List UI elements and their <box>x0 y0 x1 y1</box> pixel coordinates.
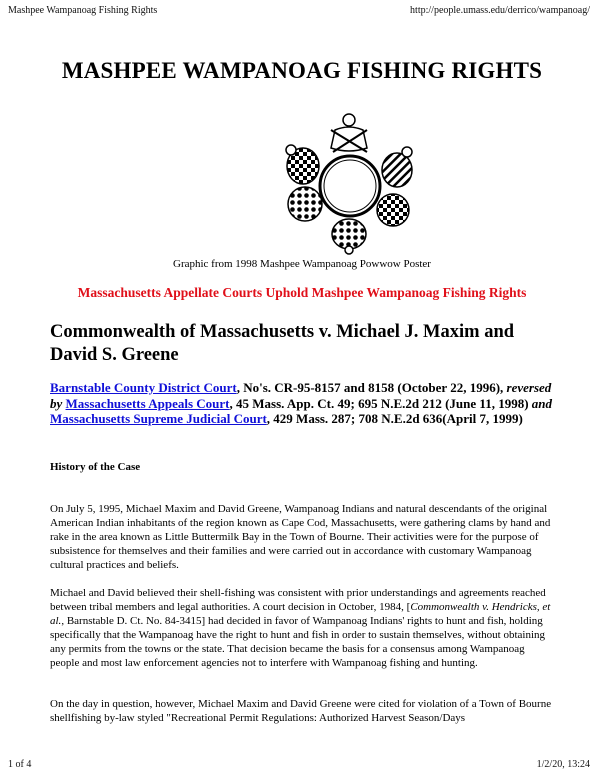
browser-header-url: http://people.umass.edu/derrico/wampanoag/ <box>410 5 590 16</box>
powwow-illustration <box>275 108 425 256</box>
citation-text-1: , No's. CR-95-8157 and 8158 (October 22, 1996), <box>236 380 504 395</box>
citation-text-2: , 45 Mass. App. Ct. 49; 695 N.E.2d 212 (June 11, 1998) <box>229 395 529 411</box>
powwow-graphic <box>275 108 425 256</box>
case-title: Commonwealth of Massachusetts v. Michael J. Maxim and David S. Greene <box>50 322 515 365</box>
supreme-court-link[interactable]: Massachusetts Supreme Judicial Court <box>50 411 267 426</box>
paragraph-2 <box>50 586 554 670</box>
paragraph-2-text-a: Michael and David believed their shell-fishing was consistent with prior understandings and agreements reached between tribal members and legal authorities. A court decision in October, 1984, [ <box>50 587 546 613</box>
barnstable-court-link[interactable]: Barnstable County District Court <box>50 380 237 395</box>
paragraph-3: On the day in question, however, Michael Maxim and David Greene were cited for violation of a Town of Bourne shellfishing by-law styled "Recreational Permit Regulations: Authorized Harvest Season/Days <box>50 698 552 724</box>
hendricks-case-name: Commonwealth v. Hendricks, et al. <box>50 601 551 627</box>
paragraph-1: On July 5, 1995, Michael Maxim and David Greene, Wampanoag Indians and natural descendants of the original American Indian inhabitants of the region known as Cape Cod, Massachusetts, were gathering clams by hand and rake in the area known as Little Buttermilk Bay in the Town of Bourne. Their activities were for the purpose of subsistence for themselves and their families and were carried out in accordance with customary Wampanoag cultural practices and beliefs. <box>50 503 551 571</box>
case-citation <box>50 380 554 427</box>
footer-timestamp: 1/2/20, 13:24 <box>536 759 590 770</box>
footer-page-count: 1 of 4 <box>8 759 32 770</box>
graphic-caption: Graphic from 1998 Mashpee Wampanoag Powwow Poster <box>173 258 431 270</box>
citation-and: and <box>531 395 553 411</box>
headline: Massachusetts Appellate Courts Uphold Mashpee Wampanoag Fishing Rights <box>77 285 527 300</box>
citation-reversed-by: reversed by <box>50 380 552 411</box>
appeals-court-link[interactable]: Massachusetts Appeals Court <box>65 395 230 411</box>
paragraph-2-text-b: , Barnstable D. Ct. No. 84-3415] had decided in favor of Wampanoag Indians' rights to hunt and fish, holding specifically that the Wampanoag have the right to hunt and fish in order to sustain themselves, without obtaining any permits from the towns or the state. That decision became the basis for a consensus among Wampanoag people and most law enforcement agencies not to interfere with Wampanoag fishing and hunting. <box>50 615 546 669</box>
page-title: MASHPEE WAMPANOAG FISHING RIGHTS <box>61 58 543 83</box>
citation-text-3: , 429 Mass. 287; 708 N.E.2d 636(April 7, 1999) <box>266 411 523 426</box>
section-heading: History of the Case <box>50 461 141 473</box>
browser-header-title: Mashpee Wampanoag Fishing Rights <box>8 5 158 16</box>
